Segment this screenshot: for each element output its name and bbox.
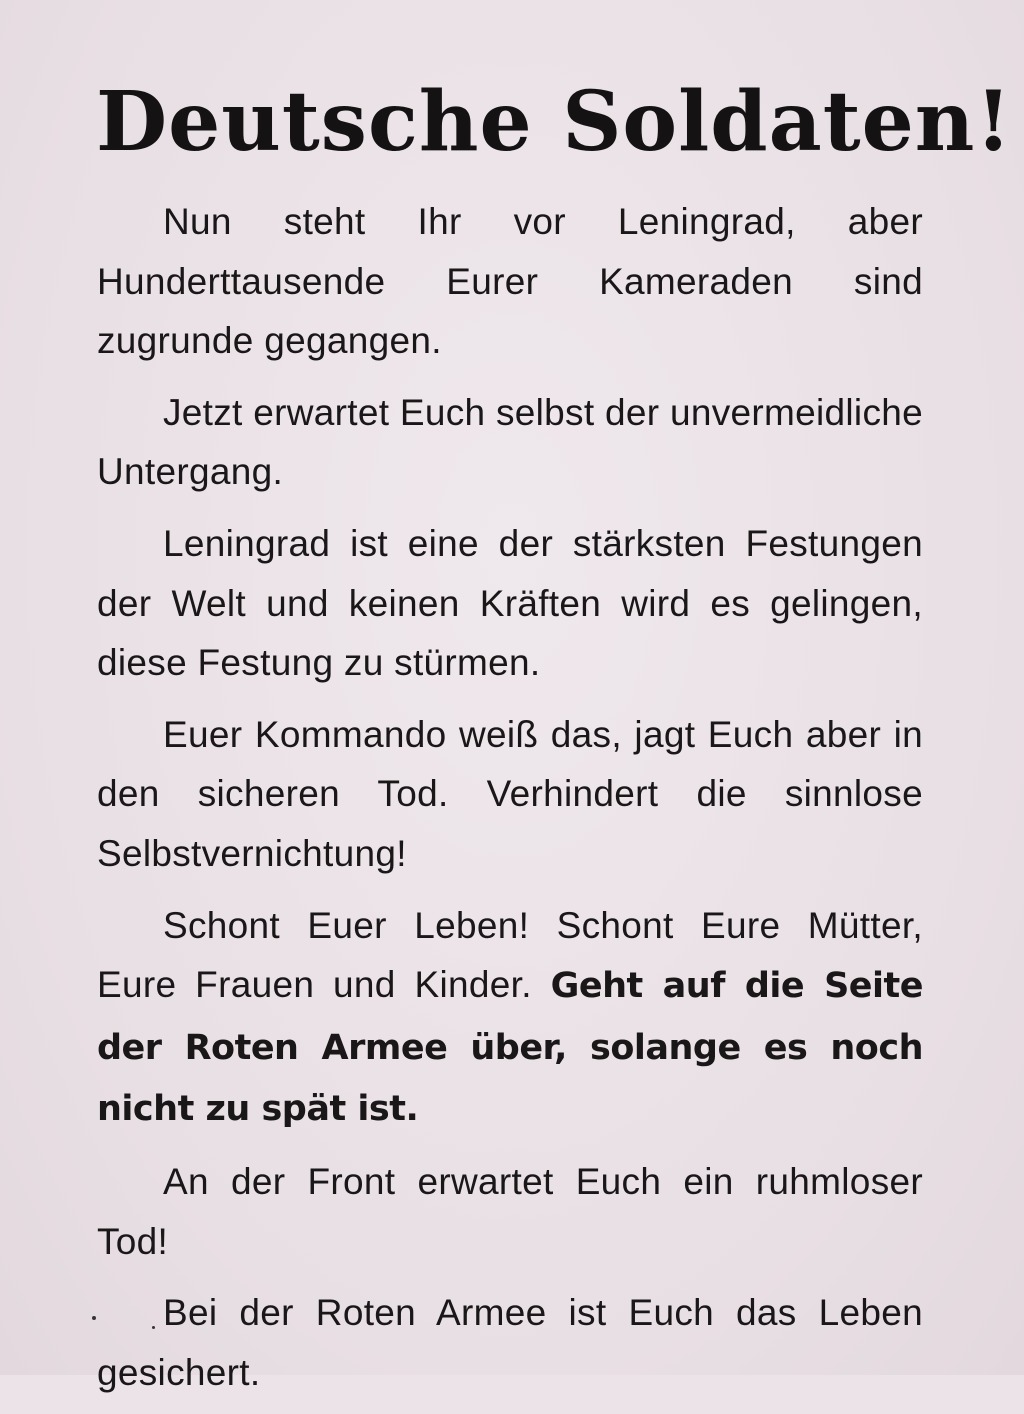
paragraph-leningrad [97,192,923,371]
paragraph-rote-armee [97,1283,923,1402]
paragraph-text: Euer Kommando weiß das, jagt Euch aber in den sicheren Tod. Verhindert die sinnlose Selbstvernichtung! [97,713,923,874]
paragraph-text: Schont Euer Leben! Schont Eure Mütter, Eure Frauen und Kinder. [97,904,923,1006]
paragraph-bold-appeal: Geht auf die Seite der Roten Armee über, solange es noch nicht zu spät ist. [97,966,923,1130]
paragraph-text: Bei der Roten Armee ist Euch das Leben gesichert. [97,1292,923,1393]
paragraph-text: Leningrad ist eine der stärksten Festungen der Welt und keinen Kräften wird es gelingen, diese Festung zu stürmen. [97,522,923,684]
paragraph-text: Nun steht Ihr vor Leningrad, aber Hunderttausende Eurer Kameraden sind zugrunde gegangen. [97,201,923,362]
paragraph-untergang [97,383,923,502]
paragraph-text: An der Front erwartet Euch ein ruhmloser Tod! [97,1160,923,1262]
paragraph-text: Jetzt erwartet Euch selbst der unvermeidliche Untergang. [97,391,924,493]
leaflet-body [97,192,923,1414]
paragraph-schont [97,896,923,1140]
paper-speck [152,1326,155,1329]
paper-speck [92,1316,96,1320]
leaflet-title: Deutsche Soldaten! [96,74,1013,170]
paragraph-festung [97,514,923,693]
paragraph-kommando [97,705,923,884]
paragraph-front [97,1152,923,1271]
